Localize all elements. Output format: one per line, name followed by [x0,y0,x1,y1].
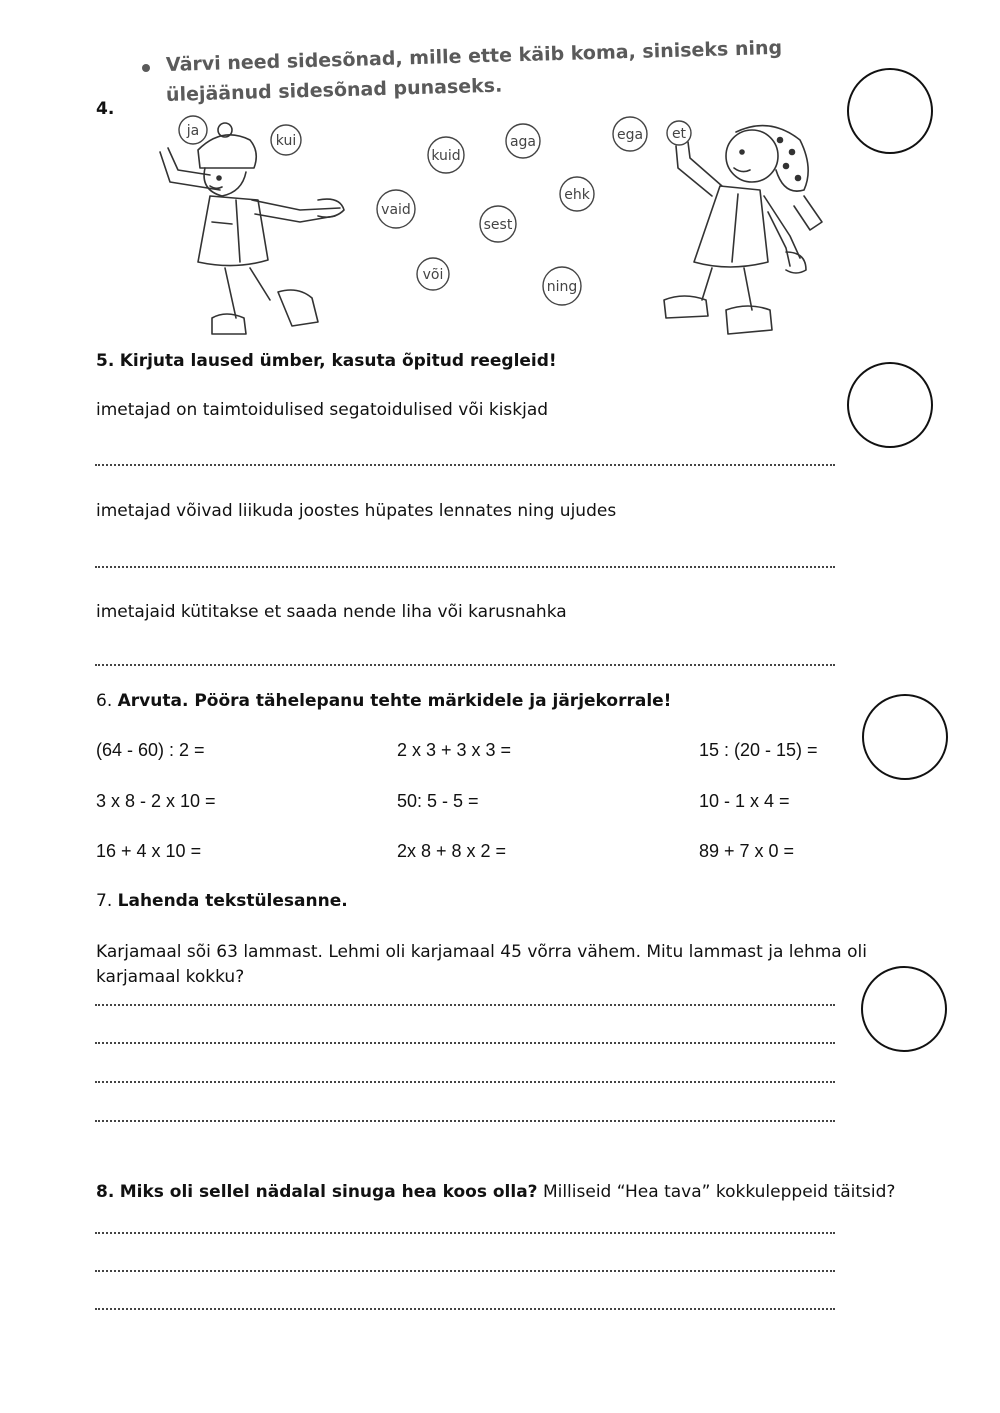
answer-line-7-4[interactable] [95,1120,835,1122]
task7-heading [96,891,348,911]
expression-9: 89 + 7 x 0 = [699,841,795,861]
answer-line-5-1[interactable] [95,464,835,466]
word-bubble-vaid [377,190,415,228]
word-bubble-ning [543,267,581,305]
expression-1: (64 - 60) : 2 = [96,740,205,760]
word-bubble-ehk [560,177,594,211]
task6-heading [96,691,671,711]
score-circle-task6[interactable] [862,694,948,780]
word-bubble-kuid [428,137,464,173]
word-bubble-aga [506,124,540,158]
word-bubble-sest [480,206,516,242]
score-circle-task4[interactable] [847,68,933,154]
svg-text:vaid: vaid [381,202,411,218]
task5-sentence-3: imetajaid kütitakse et saada nende liha või karusnahka [96,602,567,622]
svg-text:ja: ja [186,123,200,139]
task8-number: 8. [96,1182,115,1202]
answer-line-8-3[interactable] [95,1308,835,1310]
task8-heading [96,1182,895,1202]
answer-line-7-2[interactable] [95,1042,835,1044]
svg-text:ehk: ehk [564,187,590,203]
word-bubble-voi [417,258,449,290]
expression-4: 3 x 8 - 2 x 10 = [96,791,216,811]
expression-6: 10 - 1 x 4 = [699,791,790,811]
answer-line-8-1[interactable] [95,1232,835,1234]
girl-right-illustration [664,126,822,334]
answer-line-7-1[interactable] [95,1004,835,1006]
task6-number: 6. [96,691,113,711]
expression-5: 50: 5 - 5 = [397,791,479,811]
task5-number: 5. [96,351,115,371]
expression-2: 2 x 3 + 3 x 3 = [397,740,512,760]
expression-7: 16 + 4 x 10 = [96,841,202,861]
task8-heading-rest: Milliseid “Hea tava” kokkuleppeid täitsid? [542,1182,896,1202]
task5-sentence-1: imetajad on taimtoidulised segatoidulised või kiskjad [96,400,549,420]
task7-problem-line2: karjamaal kokku? [96,967,245,987]
task7-heading-text: Lahenda tekstülesanne. [117,891,348,911]
answer-line-8-2[interactable] [95,1270,835,1272]
task5-sentence-2: imetajad võivad liikuda joostes hüpates lennates ning ujudes [96,501,617,521]
task4-instruction-line1: Värvi need sidesõnad, mille ette käib koma, siniseks ning [165,36,783,76]
svg-text:sest: sest [483,217,513,233]
task7-number: 7. [96,891,113,911]
svg-text:ega: ega [616,127,644,143]
svg-text:ning: ning [546,279,578,295]
svg-text:aga: aga [509,134,537,150]
task5-heading [96,351,557,371]
word-bubble-et [667,121,691,145]
answer-line-7-3[interactable] [95,1081,835,1083]
word-bubble-kui [271,125,301,155]
score-circle-task5[interactable] [847,362,933,448]
score-circle-task7[interactable] [861,966,947,1052]
svg-text:et: et [671,126,687,142]
task4-illustration [0,0,1000,345]
answer-line-5-2[interactable] [95,566,835,568]
expression-3: 15 : (20 - 15) = [699,740,818,760]
word-bubble-ja [179,116,207,144]
task6-heading-text: Arvuta. Pööra tähelepanu tehte märkidele ja järjekorrale! [117,691,672,711]
girl-left-illustration [160,123,344,334]
answer-line-5-3[interactable] [95,664,835,666]
task4-instruction-line2: ülejäänud sidesõnad punaseks. [165,74,503,106]
expression-8: 2x 8 + 8 x 2 = [397,841,507,861]
svg-text:kui: kui [275,133,297,149]
task8-heading-bold: Miks oli sellel nädalal sinuga hea koos olla? [119,1182,538,1202]
task5-heading-text: Kirjuta laused ümber, kasuta õpitud reegleid! [119,351,557,371]
word-bubble-ega [613,117,647,151]
svg-text:või: või [422,267,444,283]
svg-text:kuid: kuid [431,148,461,164]
task7-problem-line1: Karjamaal sõi 63 lammast. Lehmi oli karjamaal 45 võrra vähem. Mitu lammast ja lehma oli [96,942,867,962]
task4-number: 4. [96,99,115,119]
